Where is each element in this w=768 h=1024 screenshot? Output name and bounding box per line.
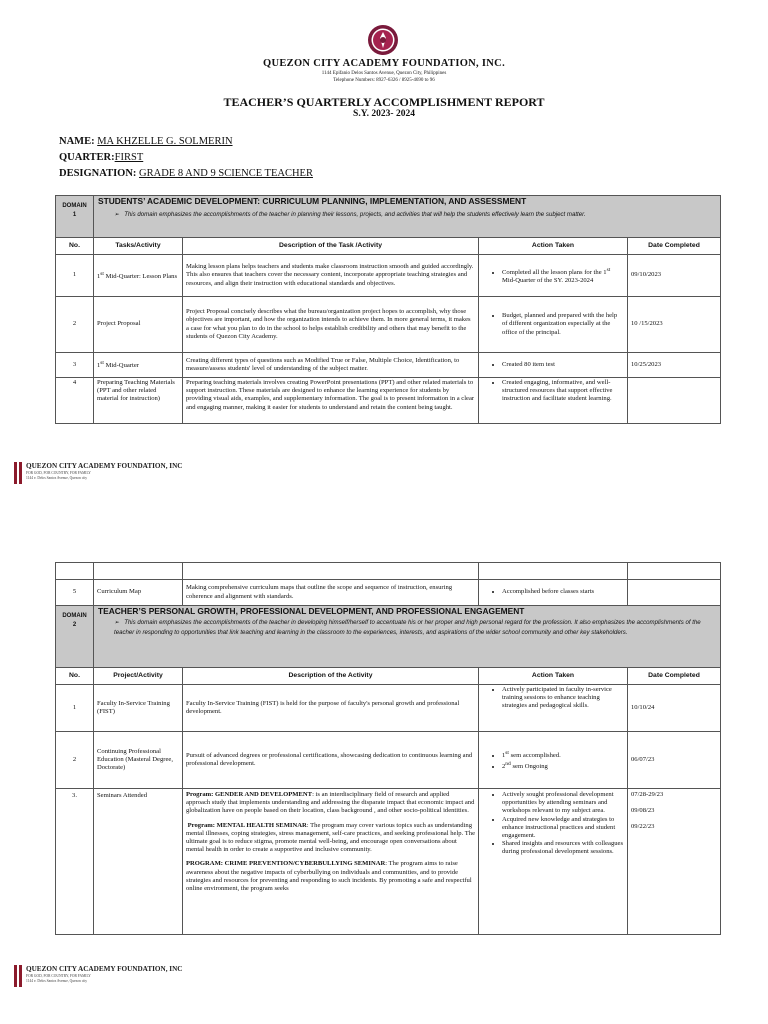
footer-address: 1144 e. Delos Santos Avenue, Quezon city <box>26 476 88 480</box>
row-date <box>628 378 721 424</box>
org-phone-line: Telephone Numbers: 8927-6326 / 8925-4690 to 96 <box>333 78 435 83</box>
row-task: Curriculum Map <box>94 580 183 606</box>
name-label: NAME: <box>59 136 95 147</box>
col-no: No. <box>56 238 94 255</box>
row-task: 1st Mid-Quarter <box>94 353 183 378</box>
row-date: 09/10/2023 <box>628 255 721 297</box>
action-item: • Acquired new knowledge and strategies to enhance instructional practices and student engagement. <box>502 816 624 841</box>
school-seal-logo <box>367 24 399 56</box>
table-row <box>56 789 721 935</box>
name-value: MA KHZELLE G. SOLMERIN <box>97 136 233 147</box>
date-item: 07/28-29/23 <box>631 791 664 798</box>
footer-org: QUEZON CITY ACADEMY FOUNDATION, INC <box>26 462 183 470</box>
row-action: • Completed all the lesson plans for the 1st Mid-Quarter of the SY. 2023-2024 <box>479 255 628 297</box>
action-item: • Budget, planned and prepared with the help of different organization especially at the office of the principal. <box>502 312 624 337</box>
domain2-table <box>55 562 721 935</box>
row-description <box>183 789 479 935</box>
col-action: Action Taken <box>479 238 628 255</box>
program-text: : is an interdisciplinary field of research and applied approach study that implements understanding and addressing the disparate impact that economic impact and globalization have on people based on their location, class background , and other socio-political identities. <box>186 791 475 815</box>
empty-row <box>56 563 721 580</box>
action-item: • Created engaging, informative, and well-structured resources that support effective instruction and facilitate student learning. <box>502 379 624 404</box>
domain1-number: 1 <box>72 212 77 218</box>
quarter-label: QUARTER: <box>59 152 115 163</box>
row-no: 5 <box>56 580 94 606</box>
col-action: Action Taken <box>479 668 628 685</box>
col-date: Date Completed <box>628 238 721 255</box>
row-no: 4 <box>56 378 94 424</box>
action-item: • 2nd sem Ongoing <box>502 760 624 771</box>
domain2-title-cell <box>94 606 721 668</box>
col-no: No. <box>56 668 94 685</box>
report-title: TEACHER’S QUARTERLY ACCOMPLISHMENT REPORT <box>223 95 545 109</box>
action-item: • Created 80 item test <box>502 361 624 369</box>
program-mental-health <box>186 822 475 855</box>
col-description: Description of the Activity <box>183 668 479 685</box>
col-description: Description of the Task /Activity <box>183 238 479 255</box>
row-no: 2 <box>56 297 94 353</box>
designation-line <box>59 168 313 179</box>
footer-bar <box>14 965 17 987</box>
row-action <box>479 353 628 378</box>
org-address-line: 1144 Epifanio Delos Santos Avenue, Quezon City, Philippines <box>321 71 447 76</box>
program-text: : The program aims to raise awareness about the negative impacts of cyberbullying on individuals and communities, and to provide strategies and resources for preventing and responding to such incidents. By promoting a safe and respectful online environment, the program seeks <box>186 860 472 893</box>
domain2-label <box>56 606 94 668</box>
row-task: Preparing Teaching Materials (PPT and other related material for instruction) <box>94 378 183 424</box>
domain1-description: ➢ This domain emphasizes the accomplishments of the teacher in planning their lessons, projects, and activities that will help the students effectively learn the subject matter. <box>114 211 586 219</box>
name-line <box>59 136 233 147</box>
row-task: Seminars Attended <box>94 789 183 935</box>
col-date: Date Completed <box>628 668 721 685</box>
quarter-value: FIRST <box>114 152 144 163</box>
row-task: Faculty In-Service Training (FIST) <box>94 685 183 732</box>
row-action <box>479 378 628 424</box>
table-row <box>56 378 721 424</box>
footer-motto: FOR GOD, FOR COUNTRY, FOR FAMILY <box>26 471 91 475</box>
date-item: 09/22/23 <box>631 823 655 831</box>
row-no: 1 <box>56 255 94 297</box>
domain2-label-text: DOMAIN <box>62 613 87 619</box>
domain1-table <box>55 195 721 424</box>
row-date: 06/07/23 <box>628 732 721 789</box>
footer-motto: FOR GOD, FOR COUNTRY, FOR FAMILY <box>26 974 91 978</box>
col-task: Tasks/Activity <box>94 238 183 255</box>
action-item: • Actively participated in faculty in-service training sessions to enhance teaching strategies and pedagogical skills. <box>502 686 624 711</box>
domain2-number: 2 <box>72 622 77 628</box>
row-action <box>479 685 628 732</box>
row-action <box>479 789 628 935</box>
row-description: Making comprehensive curriculum maps that outline the scope and sequence of instruction, ensuring coherence and alignment with standards. <box>183 580 479 606</box>
table-row <box>56 297 721 353</box>
row-no: 3. <box>56 789 94 935</box>
row-description: Project Proposal concisely describes what the bureau/organization project hopes to accomplish, why those objectives are important, and how the organization intends to achieve them. In more general terms, it makes a case for what you plan to do in the school to helps establish credibility and others that may benefit to the students of Quezon City Academy. <box>183 297 479 353</box>
action-item: • Accomplished before classes starts <box>502 588 624 596</box>
domain1-label-text: DOMAIN <box>62 203 87 209</box>
row-no: 1 <box>56 685 94 732</box>
table-row <box>56 580 721 606</box>
table-row <box>56 255 721 297</box>
row-action <box>479 580 628 606</box>
program-name: PROGRAM: CRIME PREVENTION/CYBERBULLYING SEMINAR <box>186 860 386 868</box>
domain2-description-text: This domain emphasizes the accomplishments of the teacher in developing himself/herself to accentuate his or her proper and high personal regard for the profession. It also emphasizes the accomplishments of the teacher in responding to opportunities that link teaching and learning in the classroom to the experiences, interests, and aspirations of the wider school community and other key stakeholders. <box>114 619 701 637</box>
footer-bar <box>14 462 17 484</box>
quarter-line <box>59 152 143 163</box>
org-address <box>0 70 768 84</box>
col-project: Project/Activity <box>94 668 183 685</box>
domain1-label <box>56 196 94 238</box>
row-task: Project Proposal <box>94 297 183 353</box>
program-crime-prevention <box>186 860 475 893</box>
row-action <box>479 732 628 789</box>
date-item: 09/08/23 <box>631 807 655 815</box>
designation-value: GRADE 8 AND 9 SCIENCE TEACHER <box>139 168 313 179</box>
program-name: Program: MENTAL HEALTH SEMINAR <box>187 821 307 829</box>
table-row <box>56 353 721 378</box>
designation-label: DESIGNATION: <box>59 168 137 179</box>
domain2-header-row <box>56 668 721 685</box>
row-description: Pursuit of advanced degrees or professional certifications, showcasing dedication to continuous learning and professional development. <box>183 732 479 789</box>
domain2-description: ➢ This domain emphasizes the accomplishments of the teacher in developing himself/herself to accentuate his or her proper and high personal regard for the profession. It also emphasizes the accomplishments of the teacher in responding to opportunities that link teaching and learning in the classroom to the experiences, interests, and aspirations of the wider school community and other key stakeholders. <box>114 619 701 637</box>
school-year: S.Y. 2023- 2024 <box>353 109 415 119</box>
footer-bar <box>19 462 22 484</box>
footer-org: QUEZON CITY ACADEMY FOUNDATION, INC <box>26 965 183 973</box>
row-date <box>628 789 721 935</box>
domain2-title: TEACHER’S PERSONAL GROWTH, PROFESSIONAL DEVELOPMENT, AND PROFESSIONAL ENGAGEMENT <box>98 606 525 616</box>
domain1-description-text: This domain emphasizes the accomplishments of the teacher in planning their lessons, projects, and activities that will help the students effectively learn the subject matter. <box>124 211 586 219</box>
row-action <box>479 297 628 353</box>
footer-bar <box>19 965 22 987</box>
action-item: • Actively sought professional development opportunities by attending seminars and workshops relevant to my subject area. <box>502 791 624 816</box>
action-item: • 1st sem accomplished. <box>502 749 624 760</box>
table-row <box>56 685 721 732</box>
row-description: Faculty In-Service Training (FIST) is held for the purpose of faculty's personal growth and professional development. <box>183 685 479 732</box>
row-description: Making lesson plans helps teachers and students make classroom instruction smooth and guided accordingly. This also ensures that teachers cover the necessary content, incorporate appropriate teaching strategies and resources, and align their instruction with educational standards and objectives. <box>183 255 479 297</box>
row-task: 1st Mid-Quarter: Lesson Plans <box>94 255 183 297</box>
program-name: Program: GENDER AND DEVELOPMENT <box>186 791 313 798</box>
row-no: 3 <box>56 353 94 378</box>
row-date: 10/25/2023 <box>628 353 721 378</box>
action-item: • Shared insights and resources with colleagues during professional development sessions. <box>502 840 624 856</box>
domain1-title: STUDENTS’ ACADEMIC DEVELOPMENT: CURRICULUM PLANNING, IMPLEMENTATION, AND ASSESSMENT <box>98 196 527 206</box>
table-row <box>56 732 721 789</box>
row-task: Continuing Professional Education (Masteral Degree, Doctorate) <box>94 732 183 789</box>
domain1-title-cell <box>94 196 721 238</box>
org-name: QUEZON CITY ACADEMY FOUNDATION, INC. <box>262 58 505 69</box>
row-date: 10/10/24 <box>628 685 721 732</box>
row-date <box>628 580 721 606</box>
row-description: Creating different types of questions such as Modified True or False, Multiple Choice, Identification, to measure/assess students' level of understanding of the subject matter. <box>183 353 479 378</box>
row-description: Preparing teaching materials involves creating PowerPoint presentations (PPT) and other related materials to support instruction. These materials are designed to enhance the learning experience for students by providing visual aids, examples, and supplementary information. The goal is to present information in a clear and engaging manner, making it easier for students to understand and retain the content being taught. <box>183 378 479 424</box>
row-date: 10 /15/2023 <box>628 297 721 353</box>
program-gender <box>186 791 475 816</box>
footer-address: 1144 e. Delos Santos Avenue, Quezon city <box>26 979 88 983</box>
domain1-header-row <box>56 238 721 255</box>
row-no: 2 <box>56 732 94 789</box>
program-text: : The program may cover various topics such as understanding mental illnesses, coping strategies, stress management, self-care practices, and seeking professional help. The ultimate goal is to reduce stigma, promote mental well-being, and encourage open conversations about mental health in order to create a supportive and inclusive community. <box>186 821 475 854</box>
